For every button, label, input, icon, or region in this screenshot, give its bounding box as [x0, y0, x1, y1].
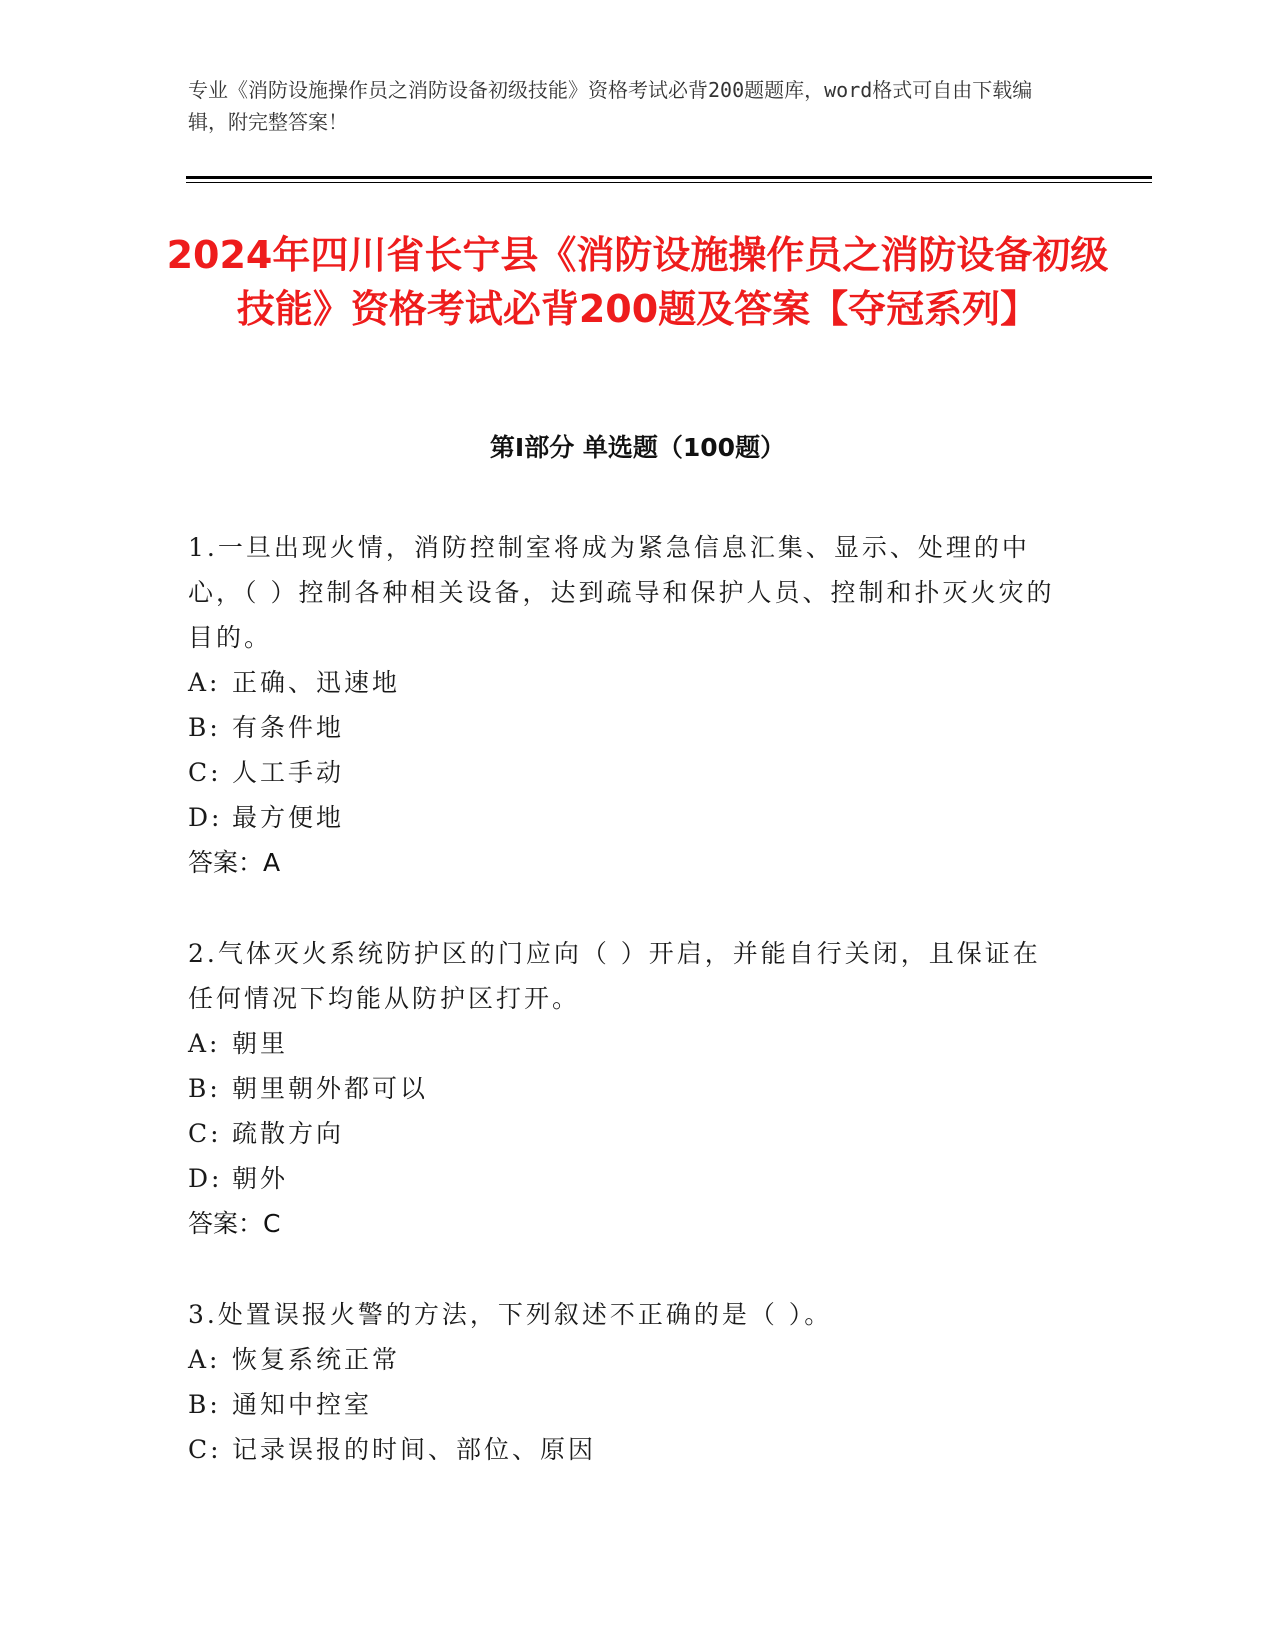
question-stem: 3.处置误报火警的方法，下列叙述不正确的是（ ）。	[188, 1300, 833, 1329]
option-text: 朝外	[232, 1164, 289, 1193]
option-d	[188, 795, 1068, 840]
option-letter: A:	[188, 1029, 221, 1058]
option-text: 正确、迅速地	[232, 668, 401, 697]
option-letter: B:	[188, 1390, 221, 1419]
option-c	[188, 1111, 1068, 1156]
option-a	[188, 1021, 1068, 1066]
question-stem: 2.气体灭火系统防护区的门应向（ ）开启，并能自行关闭，且保证在任何情况下均能从防护区打开。	[188, 939, 1041, 1013]
option-text: 恢复系统正常	[232, 1345, 401, 1374]
option-text: 朝里朝外都可以	[232, 1074, 429, 1103]
option-letter: A:	[188, 668, 221, 697]
option-text: 朝里	[232, 1029, 289, 1058]
option-letter: B:	[188, 1074, 221, 1103]
option-text: 人工手动	[232, 758, 345, 787]
option-a	[188, 1337, 1068, 1382]
option-text: 疏散方向	[232, 1119, 345, 1148]
option-text: 最方便地	[232, 803, 345, 832]
document-title: 2024年四川省长宁县《消防设施操作员之消防设备初级技能》资格考试必背200题及答案【夺冠系列】	[166, 233, 1109, 331]
question-2	[188, 931, 1068, 1246]
section-heading: 第I部分 单选题（100题）	[489, 433, 786, 462]
option-letter: A:	[188, 1345, 221, 1374]
option-text: 通知中控室	[232, 1390, 373, 1419]
option-letter: C:	[188, 1435, 222, 1464]
option-c	[188, 750, 1068, 795]
option-d	[188, 1156, 1068, 1201]
question-list	[188, 525, 1068, 1472]
option-letter: D:	[188, 803, 223, 832]
option-letter: D:	[188, 1164, 223, 1193]
option-b	[188, 1066, 1068, 1111]
option-c	[188, 1427, 1068, 1472]
option-b	[188, 705, 1068, 750]
option-b	[188, 1382, 1068, 1427]
question-1	[188, 525, 1068, 885]
question-stem: 1.一旦出现火情，消防控制室将成为紧急信息汇集、显示、处理的中心，（ ）控制各种相关设备，达到疏导和保护人员、控制和扑灭火灾的目的。	[188, 533, 1055, 652]
header-divider-thick	[186, 176, 1152, 179]
header-note: 专业《消防设施操作员之消防设备初级技能》资格考试必背200题题库，word格式可自由下载编辑，附完整答案！	[188, 78, 1033, 134]
option-letter: C:	[188, 758, 222, 787]
answer: 答案：A	[188, 848, 281, 877]
option-text: 有条件地	[232, 713, 345, 742]
option-letter: B:	[188, 713, 221, 742]
option-a	[188, 660, 1068, 705]
option-text: 记录误报的时间、部位、原因	[232, 1435, 597, 1464]
question-3	[188, 1292, 1068, 1472]
answer: 答案：C	[188, 1209, 281, 1238]
header-divider-thin	[186, 182, 1152, 183]
option-letter: C:	[188, 1119, 222, 1148]
